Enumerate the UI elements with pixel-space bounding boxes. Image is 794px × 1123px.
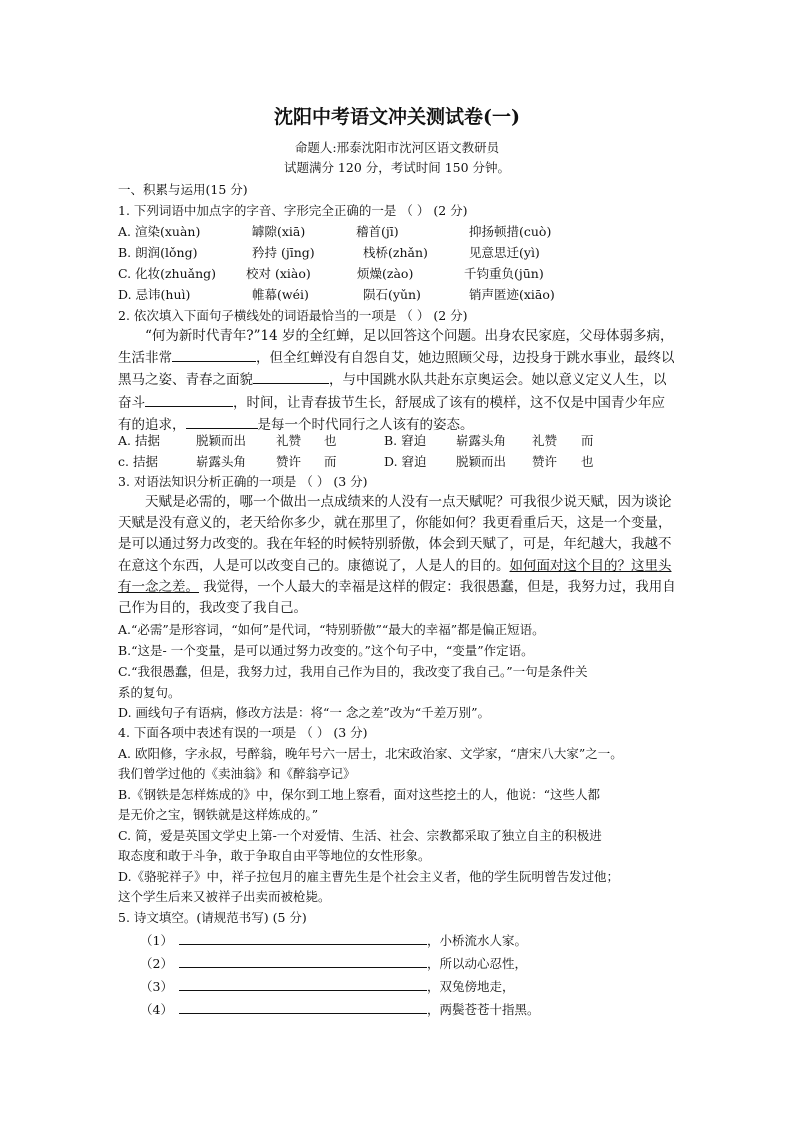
q3-passage-text-end: 我觉得，一个人最大的幸福是这样的假定：我很愚蠢，但是，我努力过，我用自己作为目的，我改变了我自己。 <box>118 578 676 617</box>
poem-line-1 <box>140 930 527 951</box>
q2-text-2: ，但全红蝉没有自怨自艾，她边照顾父母，边投身于跳水事业，最终以黑马之姿、青春之面貌 <box>118 350 675 389</box>
underlined-sentence: 如何面对这个目的？这里头有一念之差。 <box>118 557 672 595</box>
q3-option-c-cont: 系的复句。 <box>118 685 181 700</box>
option-cell: 帷幕(wéi) <box>252 287 309 302</box>
q3-option-d: D. 画线句子有语病，修改方法是：将“一 念之差”改为“千差万别”。 <box>118 705 491 720</box>
q2-text-4: ，时间，让青春拔节生长，舒展成了该有的模样，这不仅是中国青少年应有的追求， <box>118 394 665 433</box>
q4-option-b-cont: 是无价之宝，钢铁就是这样炼成的。” <box>118 807 319 822</box>
option-cell: 栈桥(zhǎn) <box>363 245 428 260</box>
option-cell: 也 <box>324 433 337 448</box>
option-cell: 罅隙(xiā) <box>252 224 306 239</box>
option-cell: 见意思迁(yì) <box>469 245 540 260</box>
poem-tail: ，两鬓苍苍十指黑。 <box>426 1002 540 1017</box>
q4-option-c-cont: 取态度和敢于斗争，敢于争取自由平等地位的女性形象。 <box>118 848 431 863</box>
option-cell: 稽首(jī) <box>356 224 399 239</box>
option-cell: 陨石(yǔn) <box>363 287 421 302</box>
q4-option-c: C. 简，爱是英国文学史上第-一个对爱情、生活、社会、宗教都采取了独立自主的积极进 <box>118 828 602 843</box>
option-cell: c. 拮据 <box>118 454 158 469</box>
q5-stem: 5. 诗文填空。(请规范书写) (5 分) <box>118 910 307 925</box>
q3-option-b: B.“这是- 一个变量，是可以通过努力改变的。”这个句子中，“变量”作定语。 <box>118 643 534 658</box>
option-cell: A. 渲染(xuàn) <box>118 224 201 239</box>
option-cell: D. 窘迫 <box>384 454 427 469</box>
q2-passage <box>118 326 678 436</box>
option-cell: 礼赞 <box>532 433 558 448</box>
q3-passage-text: 天赋是必需的，哪一个做出一点成绩来的人没有一点天赋呢？可我很少说天赋，因为谈论天赋是没有意义的，老天给你多少，就在那里了，你能如何？我更看重后天，这是一个变量，是可以通过努力改变的。我在年轻的时候特别骄傲，体会到天赋了，可是，年纪越大，我越不在意这个东西，人是可以改变自己的。康德说了，人是人的目的。 <box>118 494 672 574</box>
q4-stem: 4. 下面各项中表述有误的一项是 （ ） (3 分) <box>118 725 368 740</box>
option-cell: 赞许 <box>276 454 302 469</box>
option-cell: C. 化妆(zhuǎng) <box>118 266 217 281</box>
q2-text-5: 是每一个时代同行之人该有的姿态。 <box>257 416 474 433</box>
poem-line-2 <box>140 953 527 974</box>
fill-blank[interactable] <box>145 392 233 407</box>
option-cell: 脱颖而出 <box>456 454 507 469</box>
item-number: （4） <box>140 1002 173 1017</box>
poem-tail: ，小桥流水人家。 <box>426 933 527 948</box>
option-cell: 而 <box>581 433 594 448</box>
option-cell: 矜持 (jīng) <box>252 245 315 260</box>
q4-option-a: A. 欧阳修，字永叔，号醉翁，晚年号六一居士，北宋政治家、文学家，“唐宋八大家”之一。 <box>118 746 623 761</box>
option-cell: 崭露头角 <box>196 454 247 469</box>
q3-passage <box>118 492 678 619</box>
q1-stem: 1. 下列词语中加点字的字音、字形完全正确的一是 （ ） (2 分) <box>118 203 468 218</box>
option-cell: D. 忌讳(huì) <box>118 287 191 302</box>
option-cell: 也 <box>581 454 594 469</box>
poem-fill-blank[interactable] <box>179 976 427 991</box>
poem-tail: ，所以动心忍性， <box>426 956 527 971</box>
q2-text-3: ，与中国跳水队共赴东京奥运会。她以意义定义人生，以奋斗 <box>118 372 667 411</box>
option-cell: B. 窘迫 <box>384 433 427 448</box>
author-line: 命题人:邢泰沈阳市沈河区语文教研员 <box>294 140 500 155</box>
page-title: 沈阳中考语文冲关测试卷(一) <box>274 106 520 128</box>
fill-blank[interactable] <box>172 347 256 362</box>
option-cell: B. 朗润(lǒng) <box>118 245 198 260</box>
q3-stem: 3. 对语法知识分析正确的一项是 （ ） (3 分) <box>118 474 368 489</box>
info-line: 试题满分 120 分，考试时间 150 分钟。 <box>283 160 511 175</box>
option-cell: 礼赞 <box>276 433 302 448</box>
item-number: （3） <box>140 979 173 994</box>
option-cell: 千钧重负(jūn) <box>464 266 544 281</box>
poem-tail: ，双兔傍地走， <box>426 979 515 994</box>
poem-fill-blank[interactable] <box>179 953 427 968</box>
option-cell: 脱颖而出 <box>196 433 247 448</box>
q2-stem: 2. 依次填入下面句子横线处的词语最恰当的一项是 （ ） (2 分) <box>118 308 468 323</box>
option-cell: A. 拮据 <box>118 433 160 448</box>
item-number: （1） <box>140 933 173 948</box>
q2-text-1: “何为新时代青年?”14 岁的全红蝉，足以回答这个问题。出身农民家庭，父母体弱多病，生活非常 <box>118 328 674 367</box>
poem-fill-blank[interactable] <box>179 999 427 1014</box>
option-cell: 抑扬顿措(cuò) <box>469 224 552 239</box>
poem-line-4 <box>140 999 539 1020</box>
option-cell: 崭露头角 <box>456 433 507 448</box>
fill-blank[interactable] <box>253 369 329 384</box>
option-cell: 赞许 <box>532 454 558 469</box>
option-cell: 而 <box>324 454 337 469</box>
item-number: （2） <box>140 956 173 971</box>
option-cell: 校对 (xiào) <box>246 266 311 281</box>
q4-option-d: D.《骆驼祥子》中，祥子拉包月的雇主曹先生是个社会主义者，他的学生阮明曾告发过他； <box>118 869 620 884</box>
q4-option-b: B.《钢铁是怎样炼成的》中，保尔到工地上察看，面对这些挖土的人，他说：“这些人都 <box>118 787 601 802</box>
q3-option-a: A.“必需”是形容词，“如何”是代词，“特别骄傲”“最大的幸福”都是偏正短语。 <box>118 622 545 637</box>
q4-option-d-cont: 这个学生后来又被祥子出卖而被枪毙。 <box>118 889 331 904</box>
option-cell: 烦燥(zào) <box>357 266 414 281</box>
poem-line-3 <box>140 976 514 997</box>
fill-blank[interactable] <box>186 414 258 429</box>
section-heading: 一、积累与运用(15 分) <box>118 182 248 197</box>
q4-option-a-cont: 我们曾学过他的《卖油翁》和《醉翁亭记》 <box>118 766 356 781</box>
q3-option-c: C.“我很愚蠢，但是，我努力过，我用自己作为目的，我改变了我自己。”一句是条件关 <box>118 664 588 679</box>
poem-fill-blank[interactable] <box>179 930 427 945</box>
option-cell: 销声匿迹(xiāo) <box>469 287 555 302</box>
